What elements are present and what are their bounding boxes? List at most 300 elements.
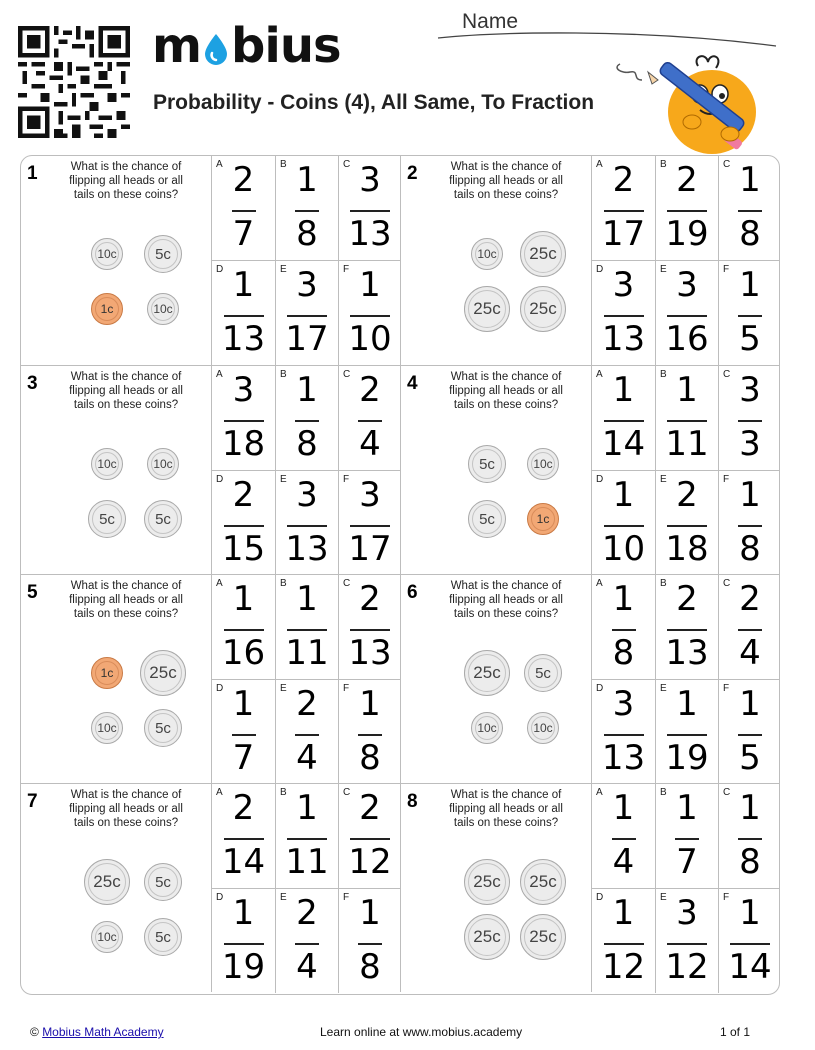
coin-icon: [471, 238, 503, 270]
name-label: Name: [462, 10, 519, 33]
answer-option-a[interactable]: [592, 784, 655, 888]
fraction-numerator: 3: [296, 265, 318, 305]
fraction-numerator: 1: [739, 265, 761, 305]
fraction-denominator: 17: [601, 214, 646, 254]
fraction-numerator: 3: [676, 265, 698, 305]
fraction-bar: [295, 734, 319, 736]
coin-icon: [91, 238, 123, 270]
fraction-denominator: 4: [296, 738, 318, 778]
fraction-denominator: 4: [612, 842, 635, 882]
option-letter: D: [216, 683, 224, 694]
fraction-bar: [350, 525, 390, 527]
fraction-denominator: 4: [296, 947, 318, 987]
fraction-bar: [224, 315, 264, 317]
fraction-numerator: 1: [612, 788, 635, 828]
answer-option-a[interactable]: [212, 366, 275, 470]
coin-label: 5c: [155, 873, 171, 891]
coin-icon: [520, 914, 566, 960]
fraction-bar: [667, 629, 707, 631]
fraction-numerator: 1: [676, 370, 698, 410]
fraction-bar: [667, 420, 707, 422]
coin-icon: [84, 859, 130, 905]
answer-options: [211, 575, 400, 783]
fraction-bar: [287, 838, 327, 840]
fraction-denominator: 13: [348, 633, 392, 673]
fraction-bar: [350, 315, 390, 317]
fraction-numerator: 1: [296, 370, 318, 410]
question-panel: [401, 575, 591, 783]
answer-option-c[interactable]: [338, 156, 401, 260]
fraction-denominator: 8: [739, 842, 761, 882]
fraction-denominator: 19: [665, 738, 709, 778]
coin-label: 10c: [97, 930, 117, 944]
fraction-numerator: 1: [232, 265, 255, 305]
fraction-denominator: 13: [601, 319, 646, 359]
coin-label: 25c: [529, 872, 557, 891]
fraction-denominator: 5: [739, 738, 761, 778]
coin-label: 10c: [477, 721, 497, 735]
answer-option-e[interactable]: [275, 679, 338, 784]
qr-code: [18, 26, 130, 138]
answer-option-f[interactable]: [718, 260, 780, 365]
question-8: [400, 783, 779, 992]
fraction-bar: [350, 838, 390, 840]
question-number: 2: [407, 163, 418, 184]
option-letter: C: [723, 787, 731, 798]
page-title: Probability - Coins (4), All Same, To Fraction: [153, 91, 595, 114]
answer-option-b[interactable]: [275, 784, 338, 888]
coin-icon: [88, 500, 126, 538]
answer-option-d[interactable]: [592, 260, 655, 365]
option-letter: B: [660, 578, 667, 589]
answer-option-b[interactable]: [275, 156, 338, 260]
coin-label: 5c: [479, 455, 495, 473]
fraction-numerator: 2: [676, 579, 698, 619]
option-letter: F: [343, 683, 350, 694]
fraction-bar: [287, 315, 327, 317]
fraction-bar: [287, 629, 327, 631]
coin-icon: [520, 859, 566, 905]
option-letter: D: [596, 892, 604, 903]
fraction-bar: [604, 315, 644, 317]
question-prompt: What is the chance of flipping all heads or all tails on these coins?: [449, 789, 563, 829]
fraction-bar: [287, 525, 327, 527]
coin-icon: [91, 921, 123, 953]
fraction-numerator: 1: [232, 579, 255, 619]
answer-option-d[interactable]: [212, 260, 275, 365]
answer-options: [211, 366, 400, 574]
answer-option-b[interactable]: [275, 366, 338, 470]
fraction-denominator: 13: [285, 529, 329, 569]
fraction-denominator: 8: [612, 633, 635, 673]
fraction-bar: [667, 525, 707, 527]
answer-option-c[interactable]: [338, 784, 401, 888]
coin-icon: [144, 918, 182, 956]
coin-icon: [471, 712, 503, 744]
fraction-bar: [295, 210, 319, 212]
answer-option-f[interactable]: [338, 260, 401, 365]
fraction-bar: [295, 943, 319, 945]
fraction-bar: [604, 420, 644, 422]
option-letter: C: [343, 159, 351, 170]
coin-label: 5c: [535, 664, 551, 682]
coin-icon: [464, 914, 510, 960]
fraction-bar: [295, 420, 319, 422]
fraction-denominator: 11: [285, 633, 329, 673]
fraction-denominator: 4: [359, 424, 381, 464]
coin-icon: [464, 650, 510, 696]
question-panel: [21, 366, 211, 574]
option-letter: A: [596, 787, 603, 798]
fraction-denominator: 17: [285, 319, 329, 359]
answer-option-c[interactable]: [718, 575, 780, 679]
coin-label: 25c: [473, 872, 501, 891]
fraction-denominator: 7: [676, 842, 698, 882]
answer-option-f[interactable]: [718, 470, 780, 575]
fraction-denominator: 7: [232, 738, 255, 778]
question-number: 1: [27, 163, 38, 184]
fraction-bar: [224, 629, 264, 631]
fraction-bar: [667, 210, 707, 212]
fraction-denominator: 5: [739, 319, 761, 359]
option-letter: F: [343, 892, 350, 903]
coin-icon: [468, 445, 506, 483]
answer-options: [211, 156, 400, 365]
option-letter: C: [723, 369, 731, 380]
fraction-bar: [350, 210, 390, 212]
fraction-denominator: 13: [221, 319, 266, 359]
option-letter: E: [280, 474, 287, 485]
fraction-denominator: 8: [296, 424, 318, 464]
question-panel: [21, 784, 211, 992]
fraction-denominator: 8: [359, 738, 381, 778]
fraction-denominator: 8: [739, 529, 761, 569]
fraction-denominator: 18: [665, 529, 709, 569]
coin-label: 5c: [155, 928, 171, 946]
fraction-bar: [738, 420, 762, 422]
answer-options: [211, 784, 400, 992]
question-grid: [20, 155, 780, 995]
question-panel: [401, 784, 591, 992]
option-letter: B: [280, 787, 287, 798]
coin-label: 1c: [100, 666, 114, 680]
answer-option-c[interactable]: [338, 366, 401, 470]
fraction-bar: [358, 420, 382, 422]
mascot-icon: [612, 50, 762, 160]
fraction-bar: [224, 943, 264, 945]
fraction-bar: [730, 943, 770, 945]
fraction-bar: [604, 734, 644, 736]
option-letter: A: [216, 578, 223, 589]
answer-option-e[interactable]: [275, 888, 338, 993]
page-number: 1 of 1: [720, 1025, 751, 1039]
fraction-denominator: 11: [285, 842, 329, 882]
fraction-numerator: 3: [296, 475, 318, 515]
fraction-numerator: 2: [676, 160, 698, 200]
coin-label: 5c: [99, 510, 115, 528]
answer-option-d[interactable]: [592, 679, 655, 784]
coin-label: 25c: [473, 663, 501, 682]
fraction-bar: [358, 943, 382, 945]
answer-option-d[interactable]: [592, 470, 655, 575]
coin-label: 25c: [529, 299, 557, 318]
option-letter: F: [723, 892, 730, 903]
coin-icon: [140, 650, 186, 696]
fraction-bar: [232, 734, 256, 736]
answer-option-c[interactable]: [338, 575, 401, 679]
answer-option-e[interactable]: [655, 260, 718, 365]
answer-option-a[interactable]: [592, 575, 655, 679]
option-letter: C: [343, 369, 351, 380]
fraction-numerator: 1: [296, 160, 318, 200]
answer-option-f[interactable]: [338, 888, 401, 993]
fraction-denominator: 19: [221, 947, 266, 987]
fraction-numerator: 3: [676, 893, 698, 933]
fraction-denominator: 16: [221, 633, 266, 673]
question-prompt: What is the chance of flipping all heads or all tails on these coins?: [449, 161, 563, 201]
fraction-numerator: 2: [232, 788, 255, 828]
fraction-numerator: 2: [676, 475, 698, 515]
answer-option-d[interactable]: [592, 888, 655, 993]
fraction-denominator: 12: [601, 947, 646, 987]
fraction-numerator: 2: [296, 684, 318, 724]
fraction-numerator: 2: [232, 475, 255, 515]
option-letter: E: [660, 474, 667, 485]
coin-icon: [527, 712, 559, 744]
option-letter: E: [660, 683, 667, 694]
fraction-numerator: 1: [296, 579, 318, 619]
logo-part-m: m: [152, 18, 202, 74]
answer-option-a[interactable]: [212, 156, 275, 260]
fraction-numerator: 3: [612, 265, 635, 305]
coin-icon: [144, 863, 182, 901]
fraction-denominator: 10: [601, 529, 646, 569]
option-letter: A: [596, 578, 603, 589]
fraction-denominator: 8: [739, 214, 761, 254]
question-prompt: What is the chance of flipping all heads or all tails on these coins?: [69, 371, 183, 411]
question-panel: [401, 366, 591, 574]
option-letter: C: [723, 578, 731, 589]
fraction-bar: [738, 629, 762, 631]
fraction-numerator: 1: [739, 160, 761, 200]
fraction-denominator: 13: [348, 214, 392, 254]
fraction-denominator: 12: [348, 842, 392, 882]
fraction-numerator: 1: [359, 265, 381, 305]
option-letter: B: [660, 787, 667, 798]
option-letter: D: [596, 474, 604, 485]
coin-icon: [91, 657, 123, 689]
question-number: 5: [27, 582, 38, 603]
fraction-numerator: 2: [359, 579, 381, 619]
fraction-numerator: 3: [612, 684, 635, 724]
option-letter: B: [280, 578, 287, 589]
coin-icon: [144, 235, 182, 273]
answer-option-d[interactable]: [212, 470, 275, 575]
answer-option-f[interactable]: [338, 470, 401, 575]
option-letter: C: [343, 787, 351, 798]
coin-icon: [468, 500, 506, 538]
fraction-numerator: 2: [359, 370, 381, 410]
fraction-numerator: 3: [232, 370, 255, 410]
coin-icon: [91, 712, 123, 744]
academy-link[interactable]: Mobius Math Academy: [42, 1025, 164, 1039]
fraction-denominator: 4: [739, 633, 761, 673]
answer-option-e[interactable]: [275, 470, 338, 575]
fraction-numerator: 1: [676, 788, 698, 828]
coin-icon: [91, 293, 123, 325]
coin-label: 25c: [529, 244, 557, 263]
answer-option-b[interactable]: [655, 366, 718, 470]
answer-option-c[interactable]: [718, 784, 780, 888]
coin-icon: [524, 654, 562, 692]
fraction-numerator: 1: [232, 684, 255, 724]
coin-icon: [464, 859, 510, 905]
fraction-bar: [232, 210, 256, 212]
coin-label: 25c: [473, 927, 501, 946]
option-letter: F: [723, 264, 730, 275]
question-2: [400, 156, 779, 365]
answer-option-e[interactable]: [275, 260, 338, 365]
question-1: [21, 156, 400, 365]
coin-label: 10c: [533, 721, 553, 735]
fraction-bar: [667, 315, 707, 317]
option-letter: F: [343, 264, 350, 275]
fraction-numerator: 1: [739, 788, 761, 828]
fraction-numerator: 2: [296, 893, 318, 933]
coin-label: 10c: [97, 457, 117, 471]
fraction-denominator: 8: [296, 214, 318, 254]
answer-option-c[interactable]: [718, 366, 780, 470]
fraction-bar: [612, 629, 636, 631]
coin-icon: [464, 286, 510, 332]
fraction-numerator: 1: [739, 684, 761, 724]
fraction-bar: [738, 210, 762, 212]
mobius-logo: [152, 18, 341, 74]
answer-option-d[interactable]: [212, 888, 275, 993]
footer-left: [30, 1025, 164, 1039]
coin-icon: [520, 286, 566, 332]
answer-option-b[interactable]: [655, 784, 718, 888]
option-letter: F: [343, 474, 350, 485]
option-letter: E: [280, 264, 287, 275]
coin-icon: [527, 448, 559, 480]
fraction-numerator: 2: [612, 160, 635, 200]
answer-option-b[interactable]: [275, 575, 338, 679]
coin-label: 10c: [533, 457, 553, 471]
question-number: 7: [27, 791, 38, 812]
option-letter: E: [280, 683, 287, 694]
question-prompt: What is the chance of flipping all heads or all tails on these coins?: [449, 371, 563, 411]
coin-label: 10c: [153, 302, 173, 316]
question-panel: [21, 156, 211, 365]
question-prompt: What is the chance of flipping all heads or all tails on these coins?: [69, 580, 183, 620]
fraction-denominator: 17: [348, 529, 392, 569]
fraction-numerator: 1: [739, 475, 761, 515]
question-number: 6: [407, 582, 418, 603]
answer-option-d[interactable]: [212, 679, 275, 784]
fraction-denominator: 7: [232, 214, 255, 254]
fraction-bar: [358, 734, 382, 736]
copyright-symbol: ©: [30, 1025, 39, 1039]
answer-option-e[interactable]: [655, 470, 718, 575]
fraction-denominator: 13: [601, 738, 646, 778]
fraction-denominator: 3: [739, 424, 761, 464]
question-number: 8: [407, 791, 418, 812]
answer-option-f[interactable]: [718, 888, 780, 993]
fraction-bar: [224, 838, 264, 840]
option-letter: A: [216, 787, 223, 798]
answer-option-c[interactable]: [718, 156, 780, 260]
option-letter: B: [280, 369, 287, 380]
coin-label: 1c: [536, 512, 550, 526]
fraction-bar: [667, 734, 707, 736]
coin-icon: [144, 709, 182, 747]
answer-option-f[interactable]: [718, 679, 780, 784]
coin-label: 10c: [97, 247, 117, 261]
fraction-bar: [667, 943, 707, 945]
option-letter: B: [660, 159, 667, 170]
fraction-bar: [738, 734, 762, 736]
fraction-bar: [604, 525, 644, 527]
option-letter: D: [596, 683, 604, 694]
coin-label: 5c: [155, 719, 171, 737]
fraction-numerator: 1: [739, 893, 761, 933]
question-panel: [21, 575, 211, 783]
fraction-bar: [612, 838, 636, 840]
coin-label: 5c: [155, 510, 171, 528]
fraction-denominator: 14: [728, 947, 772, 987]
fraction-numerator: 1: [232, 893, 255, 933]
fraction-denominator: 11: [665, 424, 709, 464]
fraction-numerator: 2: [232, 160, 255, 200]
question-prompt: What is the chance of flipping all heads or all tails on these coins?: [449, 580, 563, 620]
fraction-bar: [675, 838, 699, 840]
answer-option-e[interactable]: [655, 888, 718, 993]
option-letter: A: [216, 159, 223, 170]
answer-option-b[interactable]: [655, 156, 718, 260]
fraction-bar: [738, 315, 762, 317]
question-7: [21, 783, 400, 992]
coin-label: 1c: [100, 302, 114, 316]
fraction-bar: [738, 838, 762, 840]
answer-option-a[interactable]: [212, 784, 275, 888]
question-prompt: What is the chance of flipping all heads or all tails on these coins?: [69, 789, 183, 829]
option-letter: C: [723, 159, 731, 170]
option-letter: C: [343, 578, 351, 589]
question-panel: [401, 156, 591, 365]
question-3: [21, 365, 400, 574]
fraction-denominator: 14: [601, 424, 646, 464]
option-letter: F: [723, 474, 730, 485]
answer-option-a[interactable]: [212, 575, 275, 679]
coin-label: 25c: [529, 927, 557, 946]
fraction-numerator: 1: [296, 788, 318, 828]
fraction-bar: [224, 525, 264, 527]
fraction-denominator: 18: [221, 424, 266, 464]
option-letter: B: [280, 159, 287, 170]
water-drop-icon: [201, 32, 231, 66]
fraction-denominator: 10: [348, 319, 392, 359]
answer-option-f[interactable]: [338, 679, 401, 784]
coin-label: 5c: [479, 510, 495, 528]
answer-option-a[interactable]: [592, 156, 655, 260]
answer-option-a[interactable]: [592, 366, 655, 470]
option-letter: F: [723, 683, 730, 694]
fraction-numerator: 3: [359, 475, 381, 515]
fraction-bar: [604, 943, 644, 945]
answer-option-b[interactable]: [655, 575, 718, 679]
answer-option-e[interactable]: [655, 679, 718, 784]
